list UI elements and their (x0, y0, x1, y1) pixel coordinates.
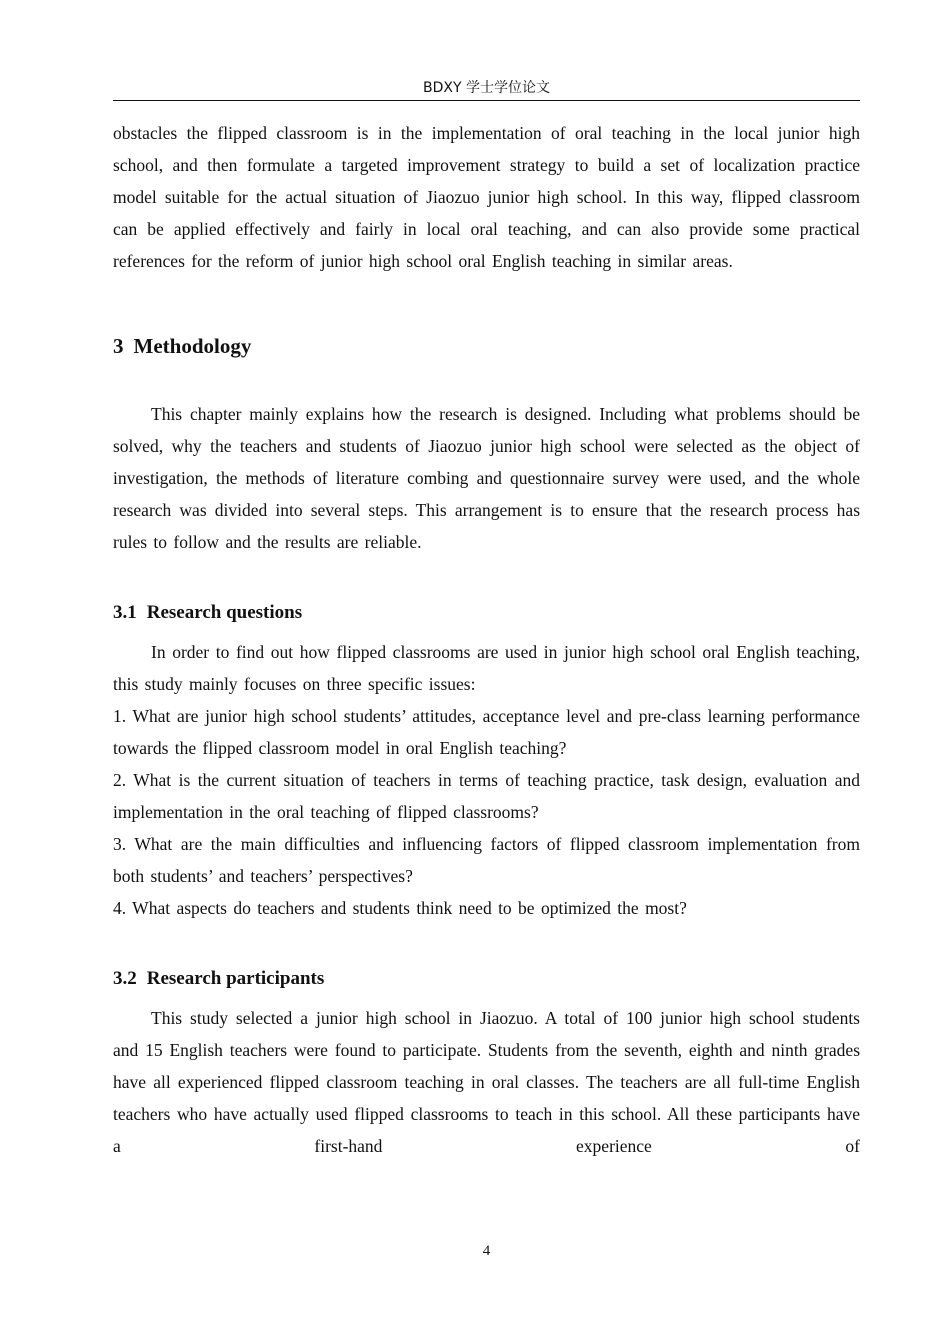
chapter-number: 3 (113, 334, 124, 358)
section-paragraph: In order to find out how flipped classrooms are used in junior high school oral English teaching, this study mainly focuses on three specific issues: (113, 642, 860, 694)
chapter-paragraph: This chapter mainly explains how the research is designed. Including what problems should be solved, why the teachers and students of Jiaozuo junior high school were selected as the object of investigation, the methods of literature combing and questionnaire survey were used, and the whole research was divided into several steps. This arrangement is to ensure that the research process has rules to follow and the results are reliable. (113, 404, 860, 552)
section-title: Research questions (146, 602, 303, 623)
research-question: 3. What are the main difficulties and influencing factors of flipped classroom implementation from both students’ and teachers’ perspectives? (113, 834, 860, 886)
section-paragraph: This study selected a junior high school in Jiaozuo. A total of 100 junior high school students and 15 English teachers were found to participate. Students from the seventh, eighth and ninth grades have all experienced flipped classroom teaching in oral classes. The teachers are all full-time English teachers who have actually used flipped classrooms to teach in this school. All these participants have a first-hand experience of (113, 1008, 860, 1156)
research-question: 2. What is the current situation of teachers in terms of teaching practice, task design, evaluation and implementation in the oral teaching of flipped classrooms? (113, 770, 860, 822)
section-title: Research participants (146, 968, 325, 989)
section-heading-3-1 (113, 598, 860, 628)
section-heading-3-2 (113, 964, 860, 994)
header-rule (113, 100, 860, 101)
research-question: 4. What aspects do teachers and students think need to be optimized the most? (113, 898, 687, 918)
intro-paragraph: obstacles the flipped classroom is in the implementation of oral teaching in the local junior high school, and then formulate a targeted improvement strategy to build a set of localization practice model suitable for the actual situation of Jiaozuo junior high school. In this way, flipped classroom can be applied effectively and fairly in local oral teaching, and can also provide some practical references for the reform of junior high school oral English teaching in similar areas. (113, 123, 860, 271)
page-body (113, 117, 860, 1162)
page-number: 4 (482, 1243, 491, 1259)
chapter-heading (113, 331, 860, 361)
running-header: BDXY 学士学位论文 (423, 80, 550, 96)
section-number: 3.1 (113, 602, 137, 623)
chapter-title: Methodology (133, 334, 252, 358)
section-number: 3.2 (113, 968, 137, 989)
research-question: 1. What are junior high school students’ attitudes, acceptance level and pre-class learning performance towards the flipped classroom model in oral English teaching? (113, 706, 860, 758)
